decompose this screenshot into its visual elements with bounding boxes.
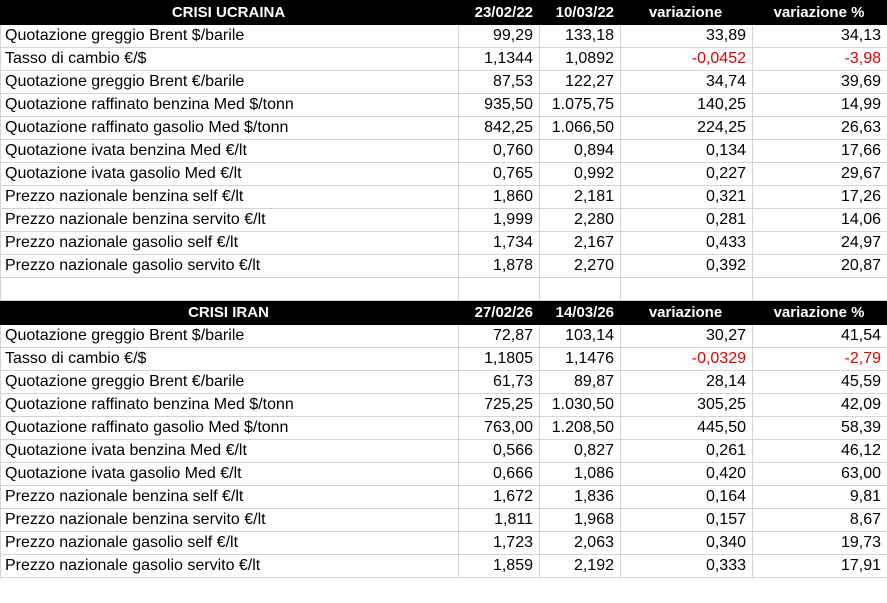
header-date-start[interactable]: 27/02/26 [459, 301, 540, 325]
row-label[interactable]: Quotazione greggio Brent €/barile [1, 371, 459, 394]
value-end[interactable]: 1,836 [540, 486, 621, 509]
empty-cell[interactable] [753, 278, 887, 301]
value-start[interactable]: 1,878 [459, 255, 540, 278]
row-label[interactable]: Prezzo nazionale gasolio servito €/lt [1, 555, 459, 578]
empty-cell[interactable] [1, 278, 459, 301]
table-row [1, 325, 887, 348]
value-start[interactable]: 0,760 [459, 140, 540, 163]
value-variazione-pct[interactable]: 45,59 [753, 371, 887, 394]
value-variazione[interactable]: 34,74 [621, 71, 753, 94]
table-row [1, 394, 887, 417]
value-end[interactable]: 2,192 [540, 555, 621, 578]
row-label[interactable]: Quotazione greggio Brent $/barile [1, 25, 459, 48]
header-date-start[interactable]: 23/02/22 [459, 1, 540, 25]
value-start[interactable]: 1,999 [459, 209, 540, 232]
table-row [1, 209, 887, 232]
value-variazione[interactable]: -0,0329 [621, 348, 753, 371]
value-end[interactable]: 2,280 [540, 209, 621, 232]
value-start[interactable]: 0,566 [459, 440, 540, 463]
value-end[interactable]: 1,0892 [540, 48, 621, 71]
value-start[interactable]: 1,860 [459, 186, 540, 209]
header-variazione-pct[interactable]: variazione % [753, 301, 887, 325]
row-label[interactable]: Quotazione greggio Brent $/barile [1, 325, 459, 348]
header-variazione[interactable]: variazione [621, 301, 753, 325]
row-label[interactable]: Prezzo nazionale gasolio self €/lt [1, 532, 459, 555]
table-row [1, 463, 887, 486]
value-variazione[interactable]: 0,227 [621, 163, 753, 186]
value-variazione[interactable]: 0,281 [621, 209, 753, 232]
value-variazione-pct[interactable]: 41,54 [753, 325, 887, 348]
row-label[interactable]: Quotazione raffinato benzina Med $/tonn [1, 394, 459, 417]
value-variazione-pct[interactable]: -3,98 [753, 48, 887, 71]
value-variazione[interactable]: 0,164 [621, 486, 753, 509]
value-variazione[interactable]: 0,340 [621, 532, 753, 555]
value-start[interactable]: 0,666 [459, 463, 540, 486]
value-variazione-pct[interactable]: 63,00 [753, 463, 887, 486]
value-end[interactable]: 2,063 [540, 532, 621, 555]
value-variazione-pct[interactable]: 20,87 [753, 255, 887, 278]
table-row [1, 486, 887, 509]
value-start[interactable]: 99,29 [459, 25, 540, 48]
row-label[interactable]: Quotazione greggio Brent €/barile [1, 71, 459, 94]
table-row [1, 371, 887, 394]
section-title[interactable]: CRISI IRAN [1, 301, 459, 325]
value-variazione-pct[interactable]: 8,67 [753, 509, 887, 532]
value-variazione-pct[interactable]: 17,26 [753, 186, 887, 209]
value-end[interactable]: 1.208,50 [540, 417, 621, 440]
section-header-row [1, 301, 887, 325]
header-variazione[interactable]: variazione [621, 1, 753, 25]
value-variazione-pct[interactable]: 17,91 [753, 555, 887, 578]
section-title[interactable]: CRISI UCRAINA [1, 1, 459, 25]
header-variazione-pct[interactable]: variazione % [753, 1, 887, 25]
value-variazione[interactable]: 0,433 [621, 232, 753, 255]
value-start[interactable]: 1,811 [459, 509, 540, 532]
row-label[interactable]: Quotazione ivata benzina Med €/lt [1, 140, 459, 163]
value-start[interactable]: 935,50 [459, 94, 540, 117]
table-row [1, 48, 887, 71]
value-variazione-pct[interactable]: 29,67 [753, 163, 887, 186]
table-row [1, 186, 887, 209]
value-variazione[interactable]: 0,420 [621, 463, 753, 486]
value-variazione-pct[interactable]: 17,66 [753, 140, 887, 163]
value-end[interactable]: 1.066,50 [540, 117, 621, 140]
table-row [1, 71, 887, 94]
value-start[interactable]: 87,53 [459, 71, 540, 94]
value-variazione-pct[interactable]: 34,13 [753, 25, 887, 48]
value-start[interactable]: 725,25 [459, 394, 540, 417]
table-row [1, 25, 887, 48]
table-row [1, 509, 887, 532]
value-end[interactable]: 2,167 [540, 232, 621, 255]
table-row [1, 232, 887, 255]
value-end[interactable]: 103,14 [540, 325, 621, 348]
value-variazione[interactable]: 445,50 [621, 417, 753, 440]
value-variazione-pct[interactable]: 24,97 [753, 232, 887, 255]
table-row [1, 532, 887, 555]
value-variazione-pct[interactable]: 9,81 [753, 486, 887, 509]
row-label[interactable]: Prezzo nazionale benzina servito €/lt [1, 509, 459, 532]
row-label[interactable]: Prezzo nazionale benzina self €/lt [1, 486, 459, 509]
blank-row [1, 278, 887, 301]
row-label[interactable]: Quotazione raffinato gasolio Med $/tonn [1, 117, 459, 140]
value-end[interactable]: 122,27 [540, 71, 621, 94]
value-start[interactable]: 1,734 [459, 232, 540, 255]
row-label[interactable]: Quotazione ivata gasolio Med €/lt [1, 163, 459, 186]
table-row [1, 348, 887, 371]
value-start[interactable]: 1,723 [459, 532, 540, 555]
row-label[interactable]: Prezzo nazionale gasolio self €/lt [1, 232, 459, 255]
value-variazione[interactable]: -0,0452 [621, 48, 753, 71]
value-start[interactable]: 1,859 [459, 555, 540, 578]
table-row [1, 117, 887, 140]
value-start[interactable]: 842,25 [459, 117, 540, 140]
value-variazione[interactable]: 30,27 [621, 325, 753, 348]
value-variazione[interactable]: 224,25 [621, 117, 753, 140]
value-variazione[interactable]: 140,25 [621, 94, 753, 117]
value-end[interactable]: 0,992 [540, 163, 621, 186]
row-label[interactable]: Tasso di cambio €/$ [1, 348, 459, 371]
value-variazione-pct[interactable]: 39,69 [753, 71, 887, 94]
value-variazione-pct[interactable]: -2,79 [753, 348, 887, 371]
value-start[interactable]: 1,1344 [459, 48, 540, 71]
value-start[interactable]: 763,00 [459, 417, 540, 440]
value-variazione-pct[interactable]: 14,06 [753, 209, 887, 232]
value-end[interactable]: 133,18 [540, 25, 621, 48]
value-variazione[interactable]: 0,333 [621, 555, 753, 578]
value-variazione[interactable]: 33,89 [621, 25, 753, 48]
table-body [1, 1, 887, 578]
value-variazione-pct[interactable]: 46,12 [753, 440, 887, 463]
value-end[interactable]: 0,894 [540, 140, 621, 163]
table-row [1, 417, 887, 440]
value-end[interactable]: 1,086 [540, 463, 621, 486]
row-label[interactable]: Prezzo nazionale gasolio servito €/lt [1, 255, 459, 278]
row-label[interactable]: Quotazione ivata benzina Med €/lt [1, 440, 459, 463]
empty-cell[interactable] [621, 278, 753, 301]
value-start[interactable]: 61,73 [459, 371, 540, 394]
table-row [1, 94, 887, 117]
value-variazione[interactable]: 0,321 [621, 186, 753, 209]
table-row [1, 555, 887, 578]
table-row [1, 255, 887, 278]
row-label[interactable]: Prezzo nazionale benzina self €/lt [1, 186, 459, 209]
value-end[interactable]: 89,87 [540, 371, 621, 394]
value-end[interactable]: 1.030,50 [540, 394, 621, 417]
value-start[interactable]: 1,672 [459, 486, 540, 509]
row-label[interactable]: Quotazione ivata gasolio Med €/lt [1, 463, 459, 486]
value-variazione-pct[interactable]: 19,73 [753, 532, 887, 555]
row-label[interactable]: Tasso di cambio €/$ [1, 48, 459, 71]
value-variazione[interactable]: 305,25 [621, 394, 753, 417]
row-label[interactable]: Quotazione raffinato gasolio Med $/tonn [1, 417, 459, 440]
value-variazione-pct[interactable]: 14,99 [753, 94, 887, 117]
empty-cell[interactable] [540, 278, 621, 301]
row-label[interactable]: Prezzo nazionale benzina servito €/lt [1, 209, 459, 232]
section-header-row [1, 1, 887, 25]
value-variazione-pct[interactable]: 26,63 [753, 117, 887, 140]
value-variazione[interactable]: 0,134 [621, 140, 753, 163]
value-variazione[interactable]: 0,157 [621, 509, 753, 532]
value-end[interactable]: 0,827 [540, 440, 621, 463]
value-end[interactable]: 2,181 [540, 186, 621, 209]
value-start[interactable]: 72,87 [459, 325, 540, 348]
value-variazione[interactable]: 28,14 [621, 371, 753, 394]
header-date-end[interactable]: 10/03/22 [540, 1, 621, 25]
value-variazione-pct[interactable]: 58,39 [753, 417, 887, 440]
header-date-end[interactable]: 14/03/26 [540, 301, 621, 325]
value-end[interactable]: 1,968 [540, 509, 621, 532]
value-variazione[interactable]: 0,392 [621, 255, 753, 278]
value-variazione[interactable]: 0,261 [621, 440, 753, 463]
value-variazione-pct[interactable]: 42,09 [753, 394, 887, 417]
value-start[interactable]: 0,765 [459, 163, 540, 186]
value-end[interactable]: 1,1476 [540, 348, 621, 371]
row-label[interactable]: Quotazione raffinato benzina Med $/tonn [1, 94, 459, 117]
empty-cell[interactable] [459, 278, 540, 301]
table-row [1, 140, 887, 163]
value-start[interactable]: 1,1805 [459, 348, 540, 371]
value-end[interactable]: 1.075,75 [540, 94, 621, 117]
table-row [1, 163, 887, 186]
table-row [1, 440, 887, 463]
value-end[interactable]: 2,270 [540, 255, 621, 278]
